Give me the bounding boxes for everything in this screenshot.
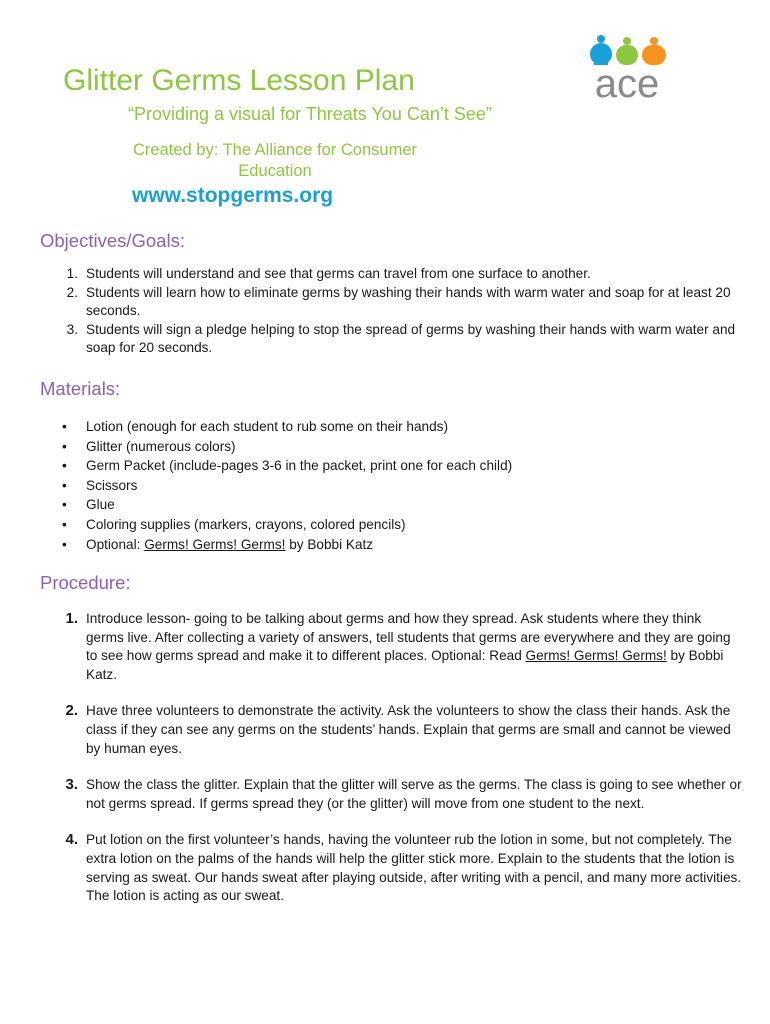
- material-item-optional: [52, 535, 742, 555]
- bullet-icon: •: [62, 516, 67, 532]
- objective-text: Students will understand and see that germs can travel from one surface to another.: [86, 266, 591, 281]
- logo-text: ace: [594, 62, 660, 103]
- procedure-step: [52, 702, 742, 758]
- objective-item: [52, 321, 742, 358]
- page-title: Glitter Germs Lesson Plan: [63, 64, 415, 97]
- step-suffix: by Bobbi Katz.: [86, 648, 724, 682]
- step-number: 4.: [65, 831, 78, 849]
- step-text: Introduce lesson- going to be talking about germs and how they spread. Ask students where they think germs live. After collecting a variety of answers, tell students that germs are everywhere and they are going to see how germs spread and make it to different places. Optional: Read: [86, 611, 731, 664]
- step-text: Put lotion on the first volunteer’s hands, having the volunteer rub the lotion in some, but not completely. The extra lotion on the palms of the hands will help the glitter stick more. Explain to the students that the lotion is serving as sweat. Our hands sweat after playing outside, after writing with a pencil, and many more activities. The lotion is acting as our sweat.: [86, 832, 742, 904]
- procedure-step: [52, 831, 742, 905]
- ace-logo-graphic: [580, 33, 674, 103]
- logo-figure-green-head: [623, 37, 631, 45]
- bullet-icon: •: [62, 536, 67, 552]
- material-item: [52, 437, 742, 457]
- step-number: 1.: [65, 610, 78, 627]
- procedure-heading: Procedure:: [40, 572, 131, 593]
- subtitle: “Providing a visual for Threats You Can’t See”: [128, 104, 492, 124]
- book-title: Germs! Germs! Germs!: [525, 648, 667, 664]
- procedure-step: [52, 776, 742, 813]
- bullet-icon: •: [62, 458, 67, 474]
- logo-figure-blue-head: [597, 35, 605, 43]
- step-number: 2.: [65, 702, 78, 720]
- optional-suffix: by Bobbi Katz: [285, 536, 374, 552]
- created-by: Created by: The Alliance for Consumer Education: [132, 141, 417, 180]
- material-text: Germ Packet (include-pages 3-6 in the packet, print one for each child): [86, 458, 513, 474]
- objectives-list: [52, 265, 742, 358]
- ace-logo: [580, 33, 674, 103]
- objective-number: 1.: [66, 266, 78, 281]
- material-item: [52, 417, 742, 437]
- procedure-list: [52, 610, 742, 924]
- objective-number: 2.: [66, 284, 78, 300]
- website-link[interactable]: www.stopgerms.org: [132, 184, 334, 207]
- optional-prefix: Optional:: [86, 536, 145, 552]
- material-text: Glue: [86, 497, 115, 513]
- bullet-icon: •: [62, 419, 67, 434]
- bullet-icon: •: [62, 497, 67, 513]
- material-text: Glitter (numerous colors): [86, 438, 236, 454]
- materials-heading: Materials:: [40, 378, 121, 399]
- objectives-heading: Objectives/Goals:: [40, 230, 185, 251]
- objective-text: Students will sign a pledge helping to stop the spread of germs by washing their hands with warm water and soap for 20 seconds.: [86, 321, 736, 356]
- step-text: Show the class the glitter. Explain that the glitter will serve as the germs. The class is going to see whether or not germs spread. If germs spread they (or the glitter) will move from one student to the next.: [86, 777, 742, 811]
- step-number: 3.: [65, 776, 78, 794]
- objective-text: Students will learn how to eliminate germs by washing their hands with warm water and soap for at least 20 seconds.: [86, 284, 731, 319]
- bullet-icon: •: [62, 438, 67, 454]
- objective-item: [52, 265, 742, 284]
- material-item: [52, 495, 742, 515]
- bullet-icon: •: [62, 477, 67, 493]
- material-item: [52, 515, 742, 535]
- material-text: Coloring supplies (markers, crayons, colored pencils): [86, 516, 406, 532]
- material-text: Lotion (enough for each student to rub some on their hands): [86, 419, 448, 434]
- material-text: Scissors: [86, 477, 138, 493]
- logo-figure-orange-head: [650, 37, 658, 45]
- procedure-step: [52, 610, 742, 684]
- materials-list: [52, 417, 742, 554]
- material-item: [52, 476, 742, 496]
- step-text: Have three volunteers to demonstrate the activity. Ask the volunteers to show the class their hands. Ask the class if they can see any germs on the students’ hands. Explain that germs are small and cannot be viewed by human eyes.: [86, 703, 731, 756]
- material-item: [52, 456, 742, 476]
- objective-item: [52, 284, 742, 321]
- book-title: Germs! Germs! Germs!: [144, 536, 286, 552]
- objective-number: 3.: [66, 321, 78, 337]
